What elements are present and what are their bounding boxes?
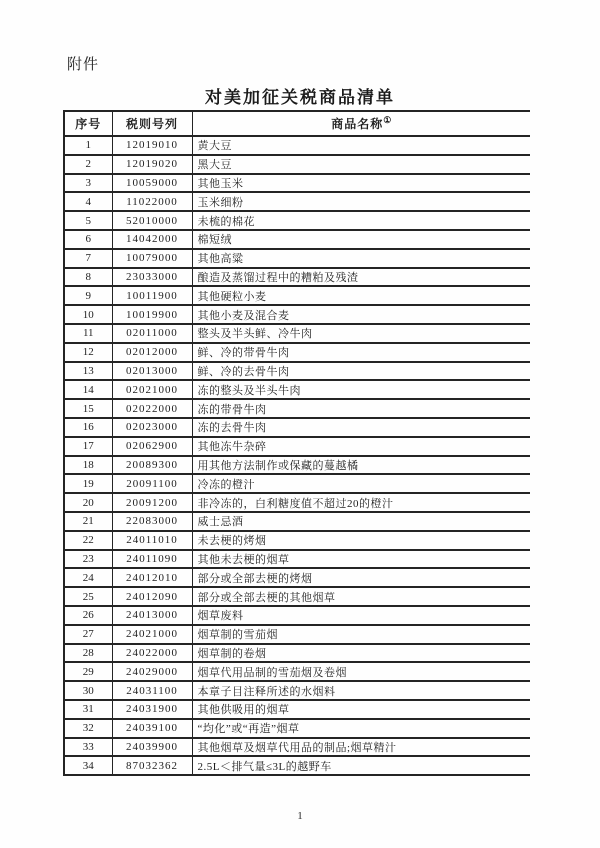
cell-index: 2 [64,155,112,174]
cell-tariff-code: 14042000 [112,230,192,249]
table-row [64,380,530,399]
cell-index: 18 [64,456,112,475]
cell-index: 33 [64,738,112,757]
cell-product-name: 整头及半头鲜、冷牛肉 [192,324,530,343]
cell-tariff-code: 24021000 [112,625,192,644]
table-row [64,399,530,418]
cell-index: 17 [64,437,112,456]
table-row [64,512,530,531]
table-row [64,324,530,343]
table-row [64,474,530,493]
table-row [64,305,530,324]
table-row [64,362,530,381]
cell-product-name: 其他高粱 [192,249,530,268]
cell-index: 28 [64,644,112,663]
cell-product-name: 冷冻的橙汁 [192,474,530,493]
table-row [64,625,530,644]
cell-product-name: 其他玉米 [192,174,530,193]
table-row [64,568,530,587]
table-row [64,681,530,700]
cell-product-name: 玉米细粉 [192,192,530,211]
cell-tariff-code: 24039100 [112,719,192,738]
cell-tariff-code: 10011900 [112,286,192,305]
table-row [64,230,530,249]
table-row [64,268,530,287]
table-row [64,136,530,155]
cell-index: 22 [64,531,112,550]
header-index: 序号 [64,111,112,136]
cell-product-name: 其他未去梗的烟草 [192,550,530,569]
cell-product-name: 鲜、冷的带骨牛肉 [192,343,530,362]
cell-index: 24 [64,568,112,587]
cell-product-name: 棉短绒 [192,230,530,249]
cell-index: 3 [64,174,112,193]
cell-tariff-code: 12019010 [112,136,192,155]
cell-index: 13 [64,362,112,381]
cell-product-name: 冻的整头及半头牛肉 [192,380,530,399]
cell-tariff-code: 24031900 [112,700,192,719]
page-title: 对美加征关税商品清单 [205,88,395,107]
table-row [64,662,530,681]
table-row [64,456,530,475]
cell-tariff-code: 23033000 [112,268,192,287]
cell-tariff-code: 02023000 [112,418,192,437]
cell-index: 29 [64,662,112,681]
table-row [64,286,530,305]
cell-tariff-code: 20091200 [112,493,192,512]
cell-index: 9 [64,286,112,305]
cell-product-name: 其他硬粒小麦 [192,286,530,305]
table-row [64,587,530,606]
cell-index: 19 [64,474,112,493]
tariff-table [63,110,530,776]
cell-product-name: 鲜、冷的去骨牛肉 [192,362,530,381]
cell-product-name: 威士忌酒 [192,512,530,531]
table-row [64,719,530,738]
table-header [64,111,530,136]
table-row [64,155,530,174]
cell-tariff-code: 11022000 [112,192,192,211]
cell-product-name: 非冷冻的，白利糖度值不超过20的橙汁 [192,493,530,512]
table-row [64,606,530,625]
table-header-row [64,111,530,136]
cell-index: 14 [64,380,112,399]
cell-product-name: “均化”或“再造”烟草 [192,719,530,738]
cell-tariff-code: 24013000 [112,606,192,625]
cell-index: 31 [64,700,112,719]
cell-product-name: 部分或全部去梗的其他烟草 [192,587,530,606]
cell-tariff-code: 12019020 [112,155,192,174]
page-number: 1 [297,810,303,822]
cell-tariff-code: 24011010 [112,531,192,550]
header-product-name [192,111,530,136]
cell-product-name: 未梳的棉花 [192,211,530,230]
cell-product-name: 黄大豆 [192,136,530,155]
footnote-marker: ① [383,115,392,125]
cell-index: 23 [64,550,112,569]
cell-product-name: 冻的去骨牛肉 [192,418,530,437]
table-row [64,756,530,775]
table-row [64,531,530,550]
cell-product-name: 部分或全部去梗的烤烟 [192,568,530,587]
cell-product-name: 其他供吸用的烟草 [192,700,530,719]
cell-product-name: 烟草制的卷烟 [192,644,530,663]
cell-tariff-code: 10079000 [112,249,192,268]
header-tariff-code: 税则号列 [112,111,192,136]
table-row [64,550,530,569]
cell-index: 16 [64,418,112,437]
cell-tariff-code: 10059000 [112,174,192,193]
cell-tariff-code: 20089300 [112,456,192,475]
table-row [64,249,530,268]
cell-tariff-code: 02022000 [112,399,192,418]
cell-tariff-code: 20091100 [112,474,192,493]
table-row [64,211,530,230]
cell-index: 12 [64,343,112,362]
table-body [64,136,530,775]
cell-index: 1 [64,136,112,155]
cell-index: 25 [64,587,112,606]
cell-tariff-code: 87032362 [112,756,192,775]
cell-product-name: 2.5L＜排气量≤3L的越野车 [192,756,530,775]
cell-index: 11 [64,324,112,343]
cell-index: 6 [64,230,112,249]
cell-tariff-code: 24012090 [112,587,192,606]
table-row [64,192,530,211]
cell-tariff-code: 02021000 [112,380,192,399]
table-row [64,437,530,456]
cell-tariff-code: 24029000 [112,662,192,681]
table-row [64,174,530,193]
cell-tariff-code: 24039900 [112,738,192,757]
cell-tariff-code: 02011000 [112,324,192,343]
table-row [64,738,530,757]
cell-index: 21 [64,512,112,531]
cell-tariff-code: 24031100 [112,681,192,700]
cell-index: 4 [64,192,112,211]
cell-product-name: 其他烟草及烟草代用品的制品;烟草精汁 [192,738,530,757]
cell-index: 10 [64,305,112,324]
cell-tariff-code: 52010000 [112,211,192,230]
cell-index: 32 [64,719,112,738]
cell-index: 5 [64,211,112,230]
cell-index: 27 [64,625,112,644]
cell-product-name: 酿造及蒸馏过程中的糟粕及残渣 [192,268,530,287]
cell-tariff-code: 24022000 [112,644,192,663]
cell-product-name: 黑大豆 [192,155,530,174]
cell-index: 30 [64,681,112,700]
cell-product-name: 用其他方法制作或保藏的蔓越橘 [192,456,530,475]
table-row [64,700,530,719]
cell-tariff-code: 22083000 [112,512,192,531]
cell-index: 20 [64,493,112,512]
cell-index: 15 [64,399,112,418]
cell-product-name: 本章子目注释所述的水烟料 [192,681,530,700]
cell-tariff-code: 02013000 [112,362,192,381]
cell-tariff-code: 02062900 [112,437,192,456]
cell-tariff-code: 10019900 [112,305,192,324]
cell-product-name: 其他冻牛杂碎 [192,437,530,456]
cell-product-name: 冻的带骨牛肉 [192,399,530,418]
header-product-name-label: 商品名称 [331,117,384,131]
table-row [64,644,530,663]
cell-product-name: 未去梗的烤烟 [192,531,530,550]
attachment-label: 附件 [67,57,100,73]
cell-product-name: 烟草制的雪茄烟 [192,625,530,644]
table-row [64,493,530,512]
cell-product-name: 其他小麦及混合麦 [192,305,530,324]
cell-tariff-code: 02012000 [112,343,192,362]
cell-index: 26 [64,606,112,625]
cell-product-name: 烟草废料 [192,606,530,625]
cell-index: 34 [64,756,112,775]
table-row [64,418,530,437]
cell-tariff-code: 24012010 [112,568,192,587]
table-row [64,343,530,362]
cell-product-name: 烟草代用品制的雪茄烟及卷烟 [192,662,530,681]
cell-tariff-code: 24011090 [112,550,192,569]
cell-index: 8 [64,268,112,287]
cell-index: 7 [64,249,112,268]
